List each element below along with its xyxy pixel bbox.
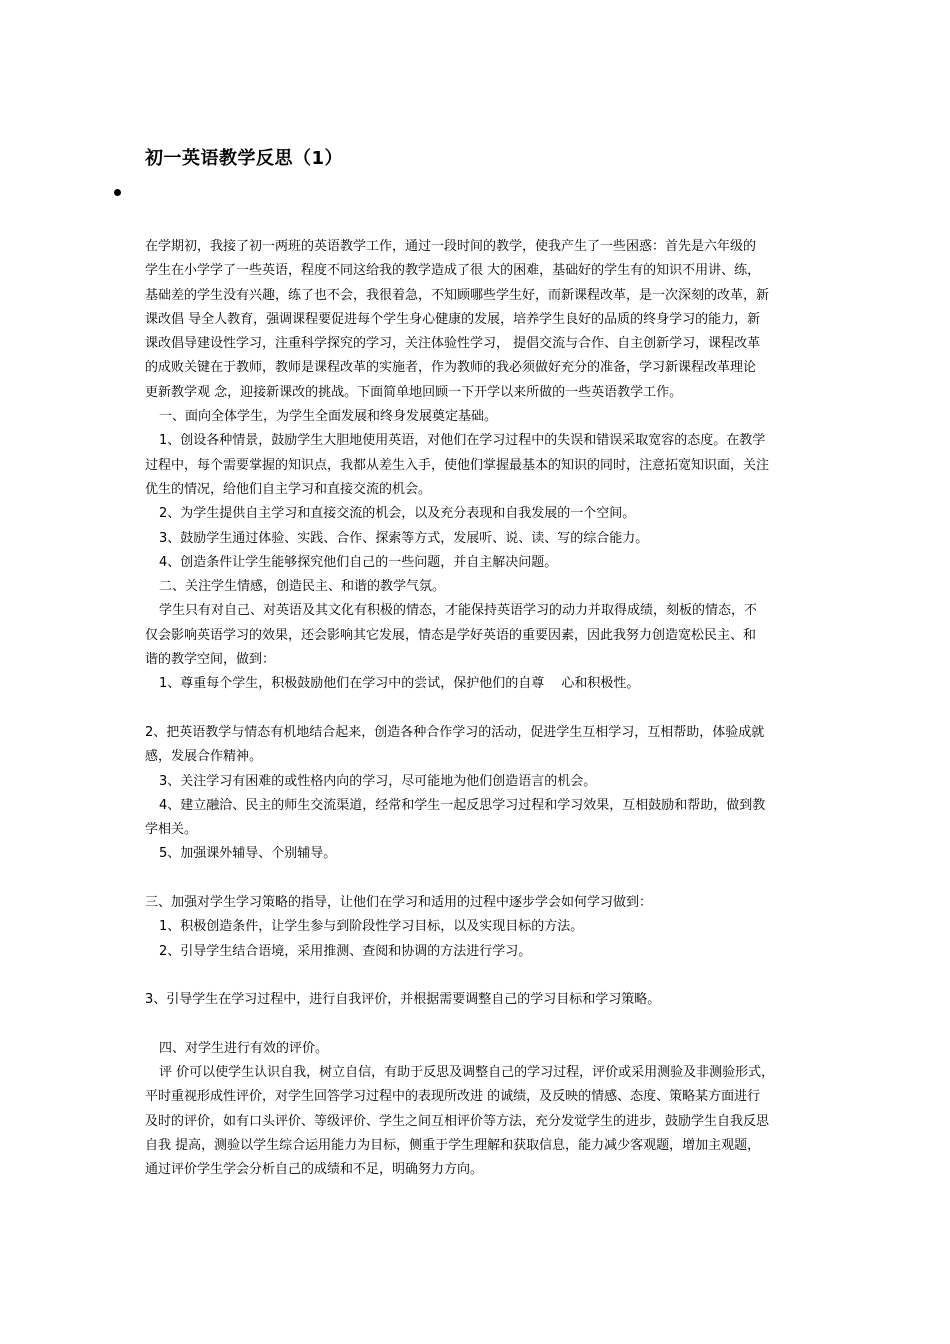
text-line: 学相关。 bbox=[145, 822, 198, 838]
text-line: 评 价可以使学生认识自我，树立自信，有助于反思及调整自己的学习过程，评价或采用测验及非测验形式， bbox=[159, 1065, 775, 1081]
text-line: 仅会影响英语学习的效果，还会影响其它发展，情态是学好英语的重要因素，因此我努力创造宽松民主、和 bbox=[145, 627, 757, 643]
text-line: 学生在小学学了一些英语，程度不同这给我的教学造成了很 大的困难，基础好的学生有的知识不用讲、练， bbox=[145, 263, 761, 279]
text-line: 通过评价学生学会分析自己的成绩和不足，明确努力方向。 bbox=[145, 1162, 484, 1178]
list-item: 1、尊重每个学生，积极鼓励他们在学习中的尝试，保护他们的自尊 心和积极性。 bbox=[159, 676, 640, 692]
list-item: 2、把英语教学与情态有机地结合起来，创造各种合作学习的活动，促进学生互相学习，互相帮助，体验成就 bbox=[145, 724, 765, 740]
blank-line bbox=[145, 867, 813, 891]
list-item: 2、为学生提供自主学习和直接交流的机会，以及充分表现和自我发展的一个空间。 bbox=[159, 506, 636, 522]
document-body bbox=[145, 235, 813, 1183]
list-item: 2、引导学生结合语境，采用推测、查阅和协调的方法进行学习。 bbox=[159, 943, 532, 959]
text-line: 的成败关键在于教师，教师是课程改革的实施者，作为教师的我必须做好充分的准备，学习新课程改革理论 bbox=[145, 360, 757, 376]
list-item: 3、鼓励学生通过体验、实践、合作、探索等方式，发展听、说、读、写的综合能力。 bbox=[159, 530, 649, 546]
list-item: 3、引导学生在学习过程中，进行自我评价，并根据需要调整自己的学习目标和学习策略。 bbox=[145, 992, 661, 1008]
text-line: 学生只有对自己、对英语及其文化有积极的情态，才能保持英语学习的动力并取得成绩，刻板的情态，不 bbox=[159, 603, 758, 619]
list-item: 5、加强课外辅导、个别辅导。 bbox=[159, 846, 337, 862]
text-line: 过程中，每个需要掌握的知识点，我都从差生入手，使他们掌握最基本的知识的同时，注意拓宽知识面，关注 bbox=[145, 457, 770, 473]
blank-line bbox=[145, 964, 813, 988]
text-line: 感，发展合作精神。 bbox=[145, 749, 263, 765]
blank-line bbox=[145, 1013, 813, 1037]
blank-line bbox=[145, 697, 813, 721]
section-heading: 三、加强对学生学习策略的指导，让他们在学习和适用的过程中逐步学会如何学习做到： bbox=[145, 895, 653, 911]
text-line: 及时的评价，如有口头评价、等级评价、学生之间互相评价等方法，充分发觉学生的进步，鼓励学生自我反思 bbox=[145, 1113, 770, 1129]
text-line: 在学期初，我接了初一两班的英语教学工作，通过一段时间的教学，使我产生了一些困惑：首先是六年级的 bbox=[145, 239, 757, 254]
document-title: 初一英语教学反思（1） bbox=[145, 148, 344, 169]
list-item: 4、创造条件让学生能够探究他们自己的一些问题，并自主解决问题。 bbox=[159, 554, 558, 570]
list-item: 4、建立融洽、民主的师生交流渠道，经常和学生一起反思学习过程和学习效果，互相鼓励和帮助，做到教 bbox=[159, 797, 766, 813]
section-heading: 二、关注学生情感，创造民主、和谐的教学气氛。 bbox=[159, 579, 446, 595]
text-line: 平时重视形成性评价，对学生回答学习过程中的表现所改进 的诚绩，及反映的情感、态度、策略某方面进行 bbox=[145, 1089, 761, 1105]
text-line: 课改倡导建设性学习，注重科学探究的学习，关注体验性学习， 提倡交流与合作、自主创新学习，课程改革 bbox=[145, 336, 761, 352]
text-line: 谐的教学空间，做到： bbox=[145, 652, 276, 668]
text-line: 自我 提高，测验以学生综合运用能力为目标，侧重于学生理解和获取信息，能力减少客观题，增加主观题， bbox=[145, 1137, 761, 1153]
list-item: 3、关注学习有困难的或性格内向的学习，尽可能地为他们创造语言的机会。 bbox=[159, 773, 597, 789]
section-heading: 四、对学生进行有效的评价。 bbox=[159, 1040, 329, 1056]
text-line: 更新教学观 念，迎接新课改的挑战。下面简单地回顾一下开学以来所做的一些英语教学工作。 bbox=[145, 384, 683, 400]
list-item: 1、积极创造条件，让学生参与到阶段性学习目标，以及实现目标的方法。 bbox=[159, 919, 584, 935]
text-line: 基础差的学生没有兴趣，练了也不会，我很着急，不知顾哪些学生好，而新课程改革，是一次深刻的改革，新 bbox=[145, 287, 770, 303]
text-line: 优生的情况，给他们自主学习和直接交流的机会。 bbox=[145, 481, 432, 497]
bullet-icon bbox=[114, 189, 121, 196]
text-line: 课改倡 导全人教育，强调课程要促进每个学生身心健康的发展，培养学生良好的品质的终身学习的能力，新 bbox=[145, 311, 761, 327]
text-line: 1、创设各种情景，鼓励学生大胆地使用英语，对他们在学习过程中的失误和错误采取宽容的态度。在教学 bbox=[159, 433, 766, 449]
section-heading: 一、面向全体学生，为学生全面发展和终身发展奠定基础。 bbox=[159, 409, 498, 425]
